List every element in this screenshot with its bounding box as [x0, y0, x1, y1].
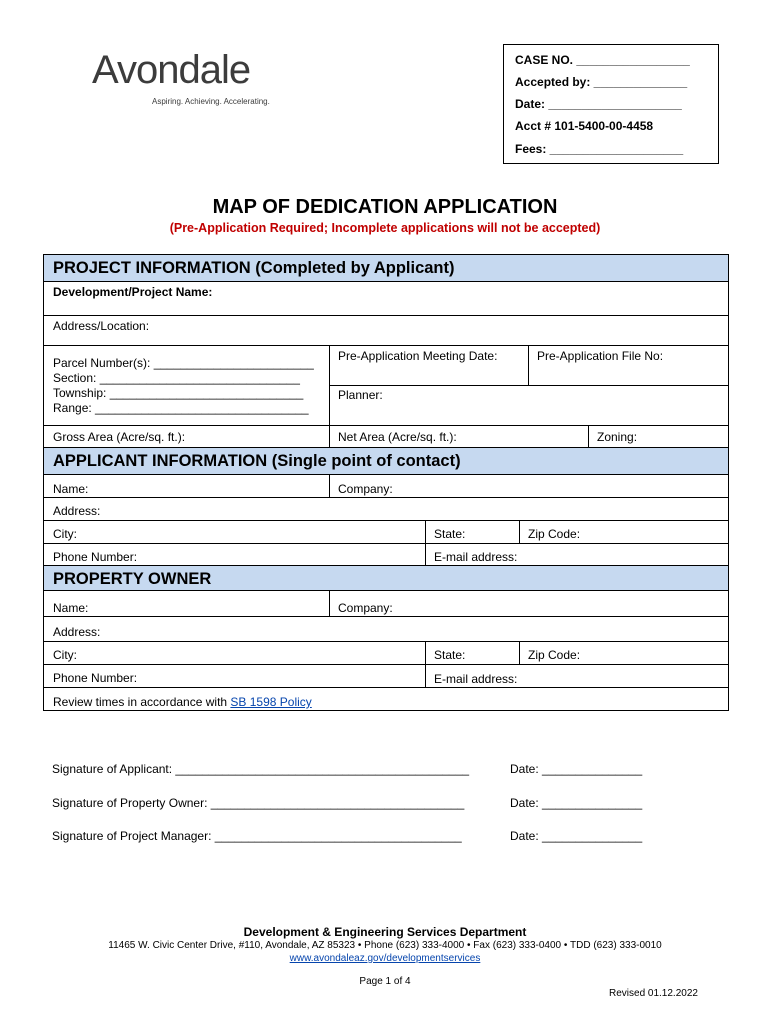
footer-department: Development & Engineering Services Department — [243, 925, 527, 939]
zoning-field[interactable]: Zoning: — [597, 430, 638, 444]
range-field[interactable]: Range: ________________________________ — [53, 401, 309, 415]
applicant-phone-field[interactable]: Phone Number: — [53, 550, 138, 564]
accepted-by-field[interactable]: Accepted by: ______________ — [515, 75, 688, 89]
applicant-zip-field[interactable]: Zip Code: — [528, 527, 581, 541]
revision-date: Revised 01.12.2022 — [609, 988, 698, 999]
applicant-email-field[interactable]: E-mail address: — [434, 550, 518, 564]
sb-1598-policy-link[interactable]: SB 1598 Policy — [230, 695, 312, 709]
applicant-section-header: APPLICANT INFORMATION (Single point of contact) — [44, 448, 728, 475]
applicant-signature-line[interactable]: Signature of Applicant: ____________________________________________ — [52, 762, 470, 776]
township-field[interactable]: Township: _____________________________ — [53, 386, 304, 400]
net-area-field[interactable]: Net Area (Acre/sq. ft.): — [338, 430, 457, 444]
owner-section-header: PROPERTY OWNER — [44, 566, 728, 591]
logo-tagline: Aspiring. Achieving. Accelerating. — [152, 97, 270, 106]
pre-file-no-field[interactable]: Pre-Application File No: — [537, 349, 664, 363]
applicant-date-line[interactable]: Date: _______________ — [510, 762, 643, 776]
owner-city-field[interactable]: City: — [53, 648, 77, 662]
page-subtitle: (Pre-Application Required; Incomplete applications will not be accepted) — [169, 221, 601, 235]
owner-state-field[interactable]: State: — [434, 648, 466, 662]
office-use-box — [503, 44, 719, 164]
website-link[interactable]: www.avondaleaz.gov/developmentservices — [289, 953, 481, 964]
project-section-header: PROJECT INFORMATION (Completed by Applicant) — [44, 255, 728, 282]
applicant-name-field[interactable]: Name: — [53, 482, 89, 496]
owner-address-field[interactable]: Address: — [53, 625, 101, 639]
owner-signature-line[interactable]: Signature of Property Owner: ______________________________________ — [52, 796, 465, 810]
address-location-field[interactable]: Address/Location: — [53, 319, 150, 333]
section-field[interactable]: Section: ______________________________ — [53, 371, 300, 385]
parcel-number-field[interactable]: Parcel Number(s): ________________________ — [53, 356, 314, 370]
owner-company-field[interactable]: Company: — [338, 601, 393, 615]
pre-meeting-date-field[interactable]: Pre-Application Meeting Date: — [338, 349, 498, 363]
owner-zip-field[interactable]: Zip Code: — [528, 648, 581, 662]
applicant-company-field[interactable]: Company: — [338, 482, 393, 496]
owner-name-field[interactable]: Name: — [53, 601, 89, 615]
case-date-field[interactable]: Date: ____________________ — [515, 97, 682, 111]
owner-phone-field[interactable]: Phone Number: — [53, 671, 138, 685]
page-number: Page 1 of 4 — [359, 976, 411, 987]
planner-field[interactable]: Planner: — [338, 388, 383, 402]
applicant-address-field[interactable]: Address: — [53, 504, 101, 518]
manager-date-line[interactable]: Date: _______________ — [510, 829, 643, 843]
case-no-field[interactable]: CASE NO. _________________ — [515, 53, 690, 67]
footer-website-link — [0, 953, 770, 964]
owner-date-line[interactable]: Date: _______________ — [510, 796, 643, 810]
application-form — [43, 254, 729, 711]
fees-field[interactable]: Fees: ____________________ — [515, 142, 684, 156]
applicant-state-field[interactable]: State: — [434, 527, 466, 541]
dev-name-field[interactable]: Development/Project Name: — [53, 285, 213, 299]
manager-signature-line[interactable]: Signature of Project Manager: _____________________________________ — [52, 829, 462, 843]
owner-email-field[interactable]: E-mail address: — [434, 672, 518, 686]
applicant-city-field[interactable]: City: — [53, 527, 77, 541]
acct-number: Acct # 101-5400-00-4458 — [515, 119, 654, 133]
page-title: MAP OF DEDICATION APPLICATION — [212, 196, 558, 218]
avondale-logo: Avondale — [92, 48, 251, 92]
gross-area-field[interactable]: Gross Area (Acre/sq. ft.): — [53, 430, 186, 444]
review-times-note: Review times in accordance with SB 1598 Policy — [53, 695, 312, 709]
footer-address: 11465 W. Civic Center Drive, #110, Avondale, AZ 85323 • Phone (623) 333-4000 • Fax (623) 333-0400 • TDD (623) 333-0010 — [108, 940, 662, 951]
